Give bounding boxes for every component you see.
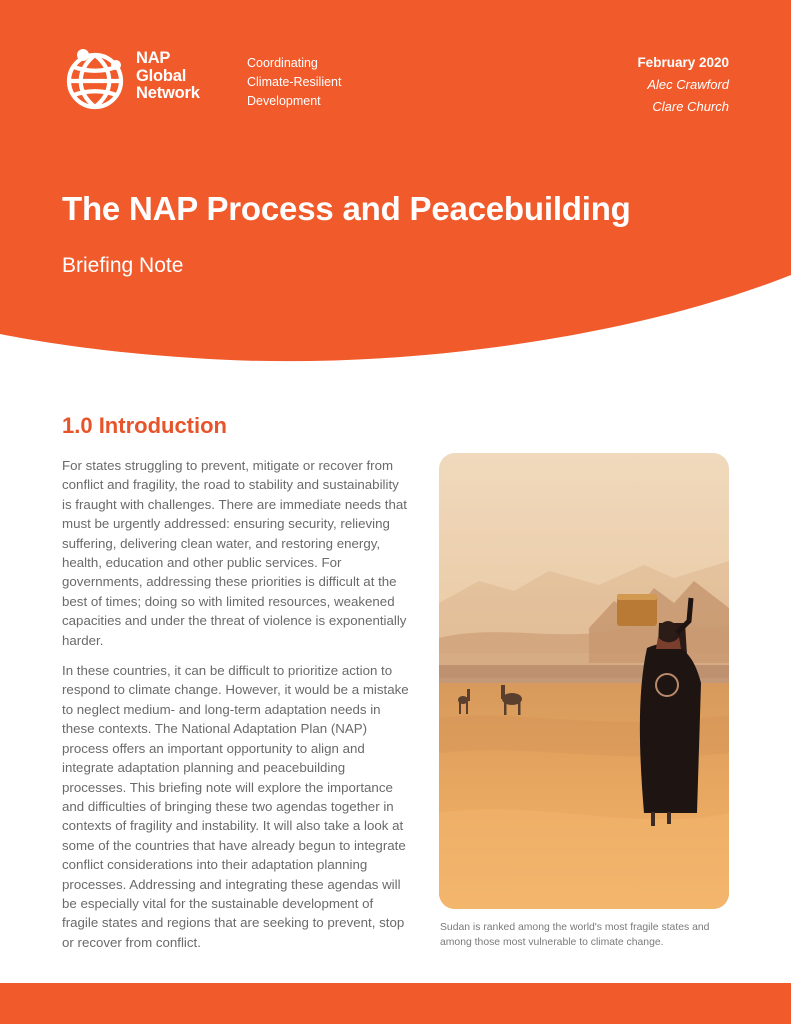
tagline-line: Coordinating [247,56,318,70]
globe-logo-icon [62,46,128,112]
body-paragraph: In these countries, it can be difficult to prioritize action to respond to climate change. However, it would be a mistake to neglect medium- and long-term adaptation needs in these contexts. The National Adaptation Plan (NAP) process offers an important opportunity to align and integrate adaptation planning and peacebuilding processes. This briefing note will explore the importance and difficulties of bringing these two agendas together in contexts of fragility and instability. It will also take a look at some of the countries that have already begun to integrate conflict considerations into their adaptation planning processes. Addressing and integrating these agendas will be especially vital for the sustainable development of fragile states and regions that are seeking to prevent, stop or recover from conflict. [62,663,409,950]
photo-caption: Sudan is ranked among the world's most fragile states and among those most vulnerable to climate change. [440,922,710,948]
publication-date: February 2020 [637,55,729,70]
tagline-line: Climate-Resilient [247,75,342,89]
footer-bar [0,983,791,1024]
brand-line: Network [136,84,200,102]
body-paragraph: For states struggling to prevent, mitigate or recover from conflict and fragility, the road to stability and sustainability is fraught with challenges. There are immediate needs that must be urgently addressed: ensuring security, relieving suffering, delivering clean water, and restoring energy, health, education and other public services. For governments, addressing these priorities is difficult at the best of times; doing so with limited resources, weakened capacities and under the threat of violence is exponentially harder. [62,458,407,648]
section-body [62,456,412,963]
publication-meta [637,52,729,118]
section-heading: 1.0 Introduction [62,413,227,438]
tagline-line: Development [247,94,321,108]
desert-photo [439,453,729,909]
author-name: Alec Crawford [647,77,729,92]
brand-name [136,50,200,103]
author-name: Clare Church [652,99,729,114]
document-subtitle: Briefing Note [62,254,184,277]
brand-line: Global [136,66,187,85]
brand-line: NAP [136,49,171,67]
document-title: The NAP Process and Peacebuilding [62,190,631,227]
tagline [247,54,341,111]
